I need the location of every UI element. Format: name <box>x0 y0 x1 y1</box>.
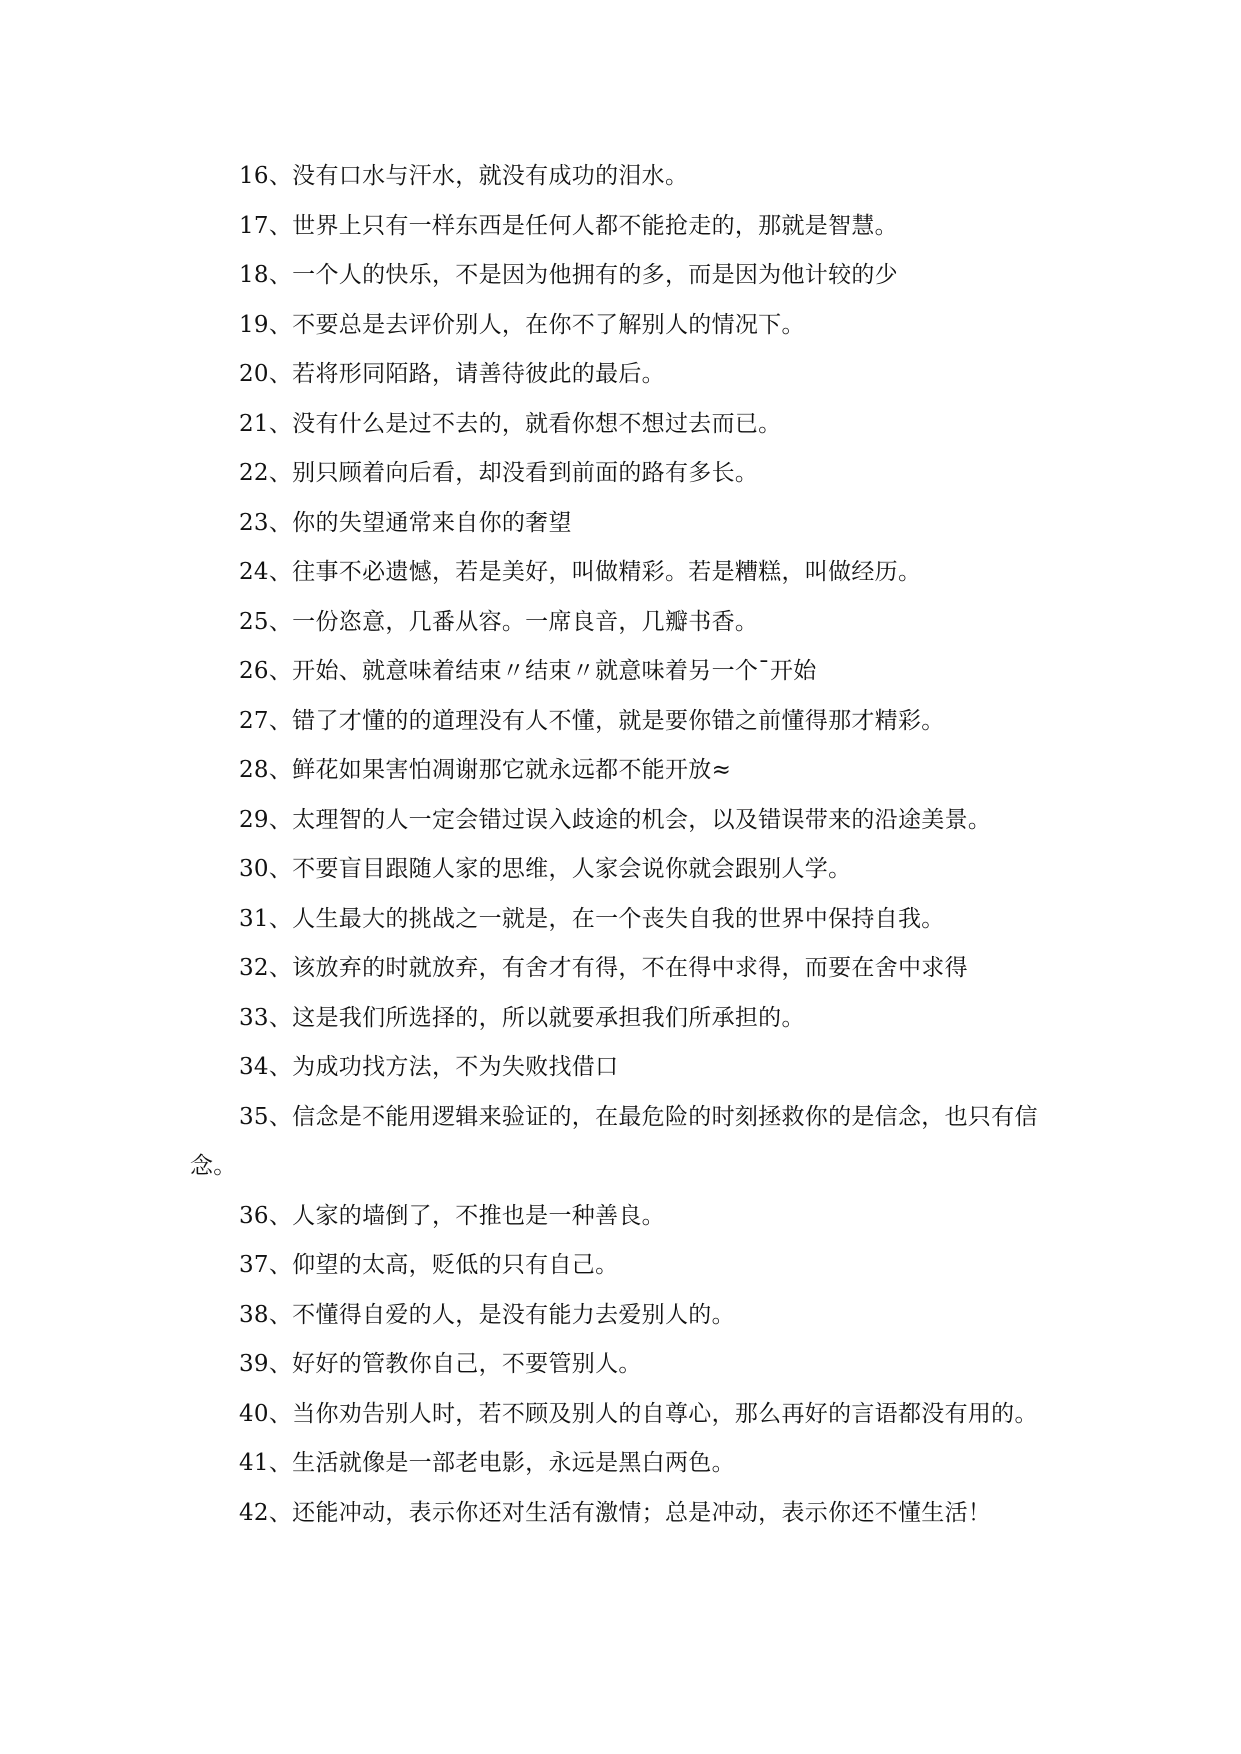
quote-17: 17、世界上只有一样东西是任何人都不能抢走的，那就是智慧。 <box>239 212 898 239</box>
quote-32: 32、该放弃的时就放弃，有舍才有得，不在得中求得，而要在舍中求得 <box>239 955 968 981</box>
quote-23: 23、你的失望通常来自你的奢望 <box>239 509 572 536</box>
quote-22: 22、别只顾着向后看，却没看到前面的路有多长。 <box>239 460 759 486</box>
quote-25: 25、一份恣意，几番从容。一席良音，几瓣书香。 <box>239 608 759 635</box>
quote-31: 31、人生最大的挑战之一就是，在一个丧失自我的世界中保持自我。 <box>239 905 945 932</box>
quote-28: 28、鲜花如果害怕凋谢那它就永远都不能开放≈ <box>239 757 732 783</box>
quote-26: 26、开始、就意味着结束〃结束〃就意味着另一个¯开始 <box>239 658 817 684</box>
quote-29: 29、太理智的人一定会错过误入歧途的机会，以及错误带来的沿途美景。 <box>239 806 992 833</box>
quote-40: 40、当你劝告别人时，若不顾及别人的自尊心，那么再好的言语都没有用的。 <box>239 1400 1038 1427</box>
quote-36: 36、人家的墙倒了，不推也是一种善良。 <box>239 1202 665 1229</box>
quote-24: 24、往事不必遗憾，若是美好，叫做精彩。若是糟糕，叫做经历。 <box>239 559 922 585</box>
quote-39: 39、好好的管教你自己，不要管别人。 <box>239 1351 642 1377</box>
quote-30: 30、不要盲目跟随人家的思维，人家会说你就会跟别人学。 <box>239 856 852 882</box>
document-body <box>190 152 1048 1538</box>
quote-21: 21、没有什么是过不去的，就看你想不想过去而已。 <box>239 410 782 437</box>
quote-20: 20、若将形同陌路，请善待彼此的最后。 <box>239 361 665 387</box>
quote-41: 41、生活就像是一部老电影，永远是黑白两色。 <box>239 1450 735 1476</box>
quote-37: 37、仰望的太高，贬低的只有自己。 <box>239 1252 619 1278</box>
quote-16: 16、没有口水与汗水，就没有成功的泪水。 <box>239 163 689 189</box>
quote-27: 27、错了才懂的的道理没有人不懂，就是要你错之前懂得那才精彩。 <box>239 707 945 734</box>
quote-34: 34、为成功找方法，不为失败找借口 <box>239 1054 619 1080</box>
quote-42: 42、还能冲动，表示你还对生活有激情；总是冲动，表示你还不懂生活！ <box>239 1499 992 1526</box>
quote-35: 35、信念是不能用逻辑来验证的，在最危险的时刻拯救你的是信念，也只有信念。 <box>190 1103 1038 1179</box>
quote-19: 19、不要总是去评价别人，在你不了解别人的情况下。 <box>239 311 805 338</box>
quote-38: 38、不懂得自爱的人，是没有能力去爱别人的。 <box>239 1301 735 1328</box>
quote-33: 33、这是我们所选择的，所以就要承担我们所承担的。 <box>239 1004 805 1031</box>
quote-18: 18、一个人的快乐，不是因为他拥有的多，而是因为他计较的少 <box>239 262 898 288</box>
